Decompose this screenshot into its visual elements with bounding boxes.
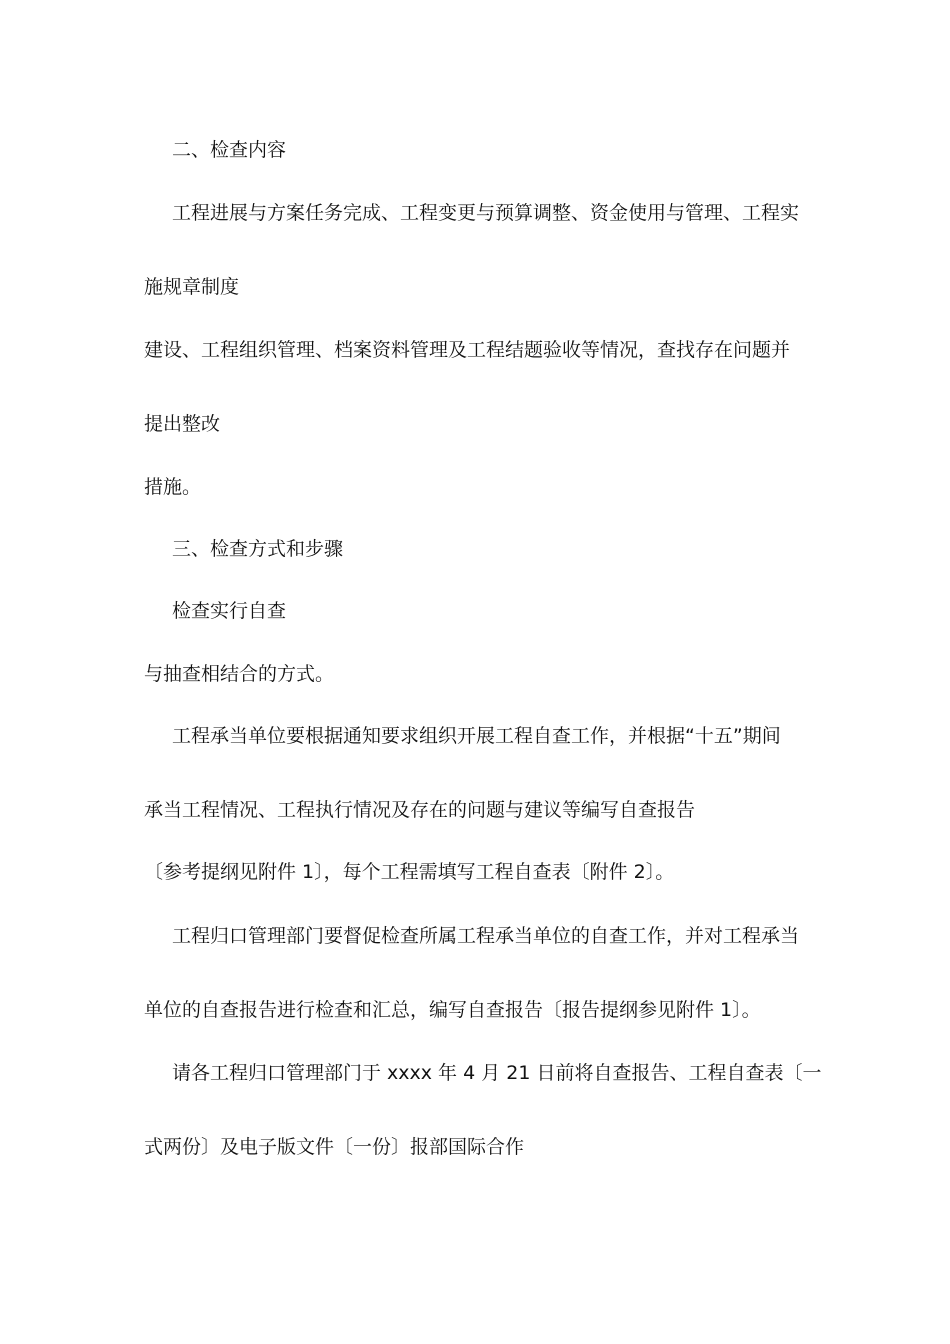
paragraph-line: 建设、工程组织管理、档案资料管理及工程结题验收等情况，查找存在问题并 xyxy=(144,339,791,361)
paragraph-line: 式两份〕及电子版文件〔一份〕报部国际合作 xyxy=(144,1136,525,1158)
paragraph-line: 提出整改 xyxy=(144,413,221,435)
paragraph-line: 〔参考提纲见附件 1〕，每个工程需填写工程自查表〔附件 2〕。 xyxy=(144,861,675,883)
paragraph-line: 单位的自查报告进行检查和汇总，编写自查报告〔报告提纲参见附件 1〕。 xyxy=(144,999,761,1021)
section-heading-inspection-content: 二、检查内容 xyxy=(172,139,287,161)
paragraph-line: 工程承当单位要根据通知要求组织开展工程自查工作，并根据“十五”期间 xyxy=(172,725,781,747)
paragraph-line: 与抽查相结合的方式。 xyxy=(144,663,335,685)
paragraph-line: 措施。 xyxy=(144,476,202,498)
paragraph-line: 工程归口管理部门要督促检查所属工程承当单位的自查工作，并对工程承当 xyxy=(172,925,800,947)
paragraph-line: 检查实行自查 xyxy=(172,600,287,622)
paragraph-line: 请各工程归口管理部门于 xxxx 年 4 月 21 日前将自查报告、工程自查表〔一 xyxy=(172,1062,822,1084)
section-heading-inspection-method: 三、检查方式和步骤 xyxy=(172,538,344,560)
paragraph-line: 施规章制度 xyxy=(144,276,240,298)
paragraph-line: 工程进展与方案任务完成、工程变更与预算调整、资金使用与管理、工程实 xyxy=(172,202,800,224)
paragraph-line: 承当工程情况、工程执行情况及存在的问题与建议等编写自查报告 xyxy=(144,799,696,821)
